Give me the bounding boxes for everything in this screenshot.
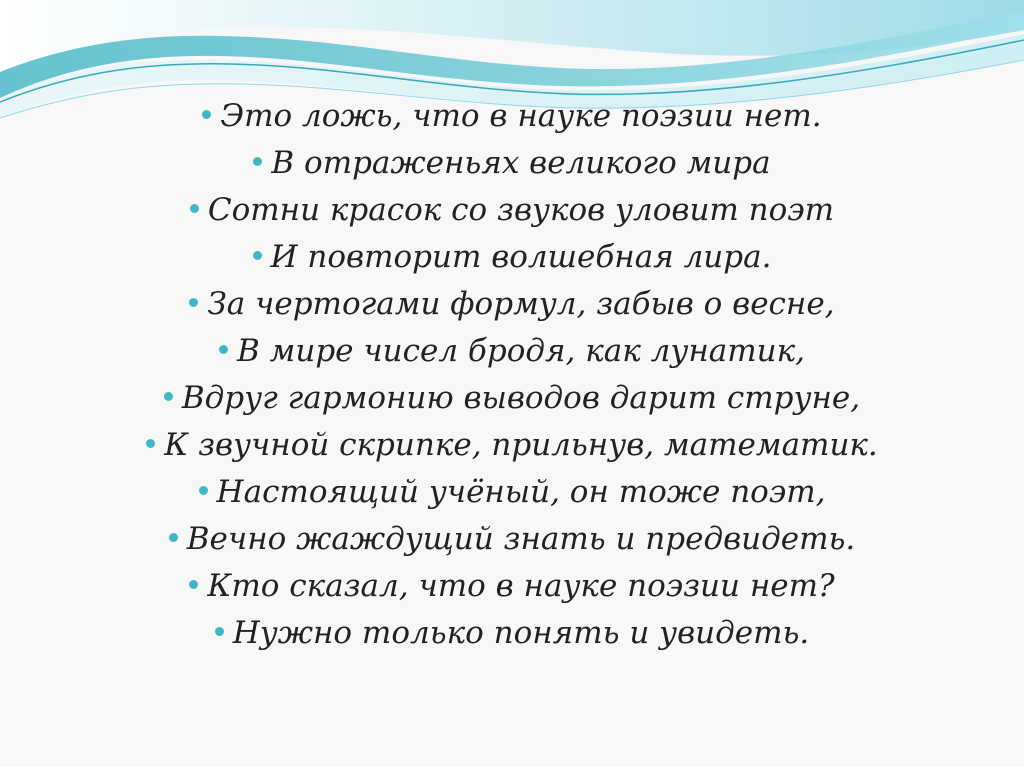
bullet-icon xyxy=(169,533,178,542)
poem-line-text: Нужно только понять и увидеть. xyxy=(232,615,810,651)
poem-line-text: Вдруг гармонию выводов дарит струне, xyxy=(181,380,861,416)
poem-line xyxy=(0,234,1024,281)
bullet-icon xyxy=(215,627,224,636)
poem-line-text: Кто сказал, что в науке поэзии нет? xyxy=(207,568,835,604)
poem-line-text: Настоящий учёный, он тоже поэт, xyxy=(216,474,826,510)
poem-line-text: В отраженьях великого мира xyxy=(271,145,771,181)
poem-line xyxy=(0,610,1024,657)
poem-line xyxy=(0,516,1024,563)
bullet-icon xyxy=(189,298,198,307)
poem-line-text: Это ложь, что в науке поэзии нет. xyxy=(220,98,822,134)
poem-line xyxy=(0,375,1024,422)
poem-line xyxy=(0,328,1024,375)
poem-line xyxy=(0,563,1024,610)
bullet-icon xyxy=(219,345,228,354)
bullet-icon xyxy=(253,157,262,166)
poem-line-text: Вечно жаждущий знать и предвидеть. xyxy=(186,521,856,557)
poem-line-text: В мире чисел бродя, как лунатик, xyxy=(237,333,805,369)
poem-line xyxy=(0,140,1024,187)
bullet-icon xyxy=(253,251,262,260)
poem-line xyxy=(0,93,1024,140)
bullet-icon xyxy=(202,110,211,119)
poem-line xyxy=(0,469,1024,516)
poem-line xyxy=(0,281,1024,328)
poem-line xyxy=(0,187,1024,234)
bullet-icon xyxy=(199,486,208,495)
poem-line-text: Сотни красок со звуков уловит поэт xyxy=(207,192,835,228)
poem-line-text: За чертогами формул, забыв о весне, xyxy=(207,286,835,322)
poem-list xyxy=(0,93,1024,657)
bullet-icon xyxy=(164,392,173,401)
bullet-icon xyxy=(189,580,198,589)
bullet-icon xyxy=(146,439,155,448)
poem-line xyxy=(0,422,1024,469)
bullet-icon xyxy=(190,204,199,213)
poem-line-text: К звучной скрипке, прильнув, математик. xyxy=(164,427,878,463)
poem-line-text: И повторит волшебная лира. xyxy=(270,239,772,275)
